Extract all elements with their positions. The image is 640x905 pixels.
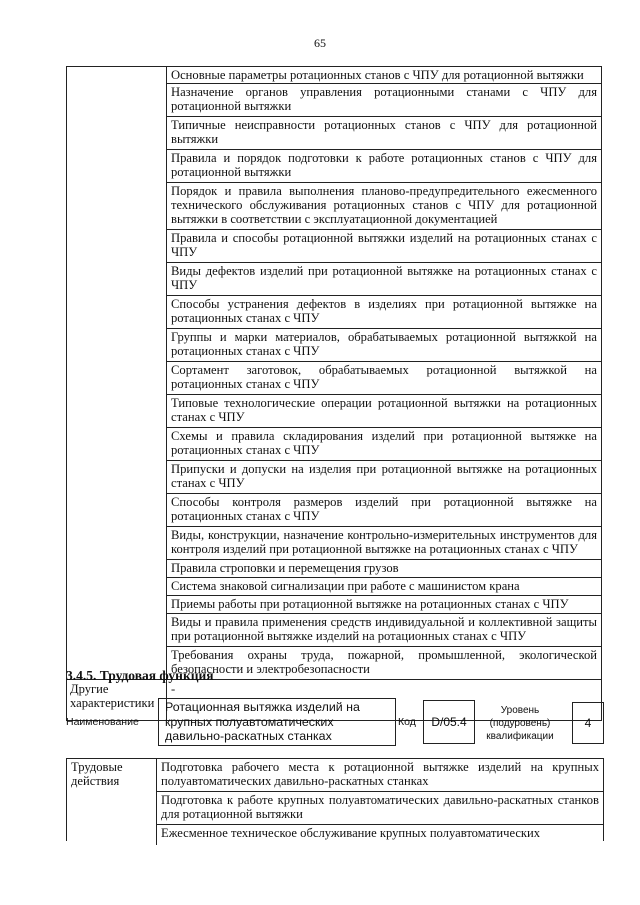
function-code-value: D/05.4 (423, 700, 475, 744)
function-name-value: Ротационная вытяжка изделий на крупных полуавтоматических давильно-раскатных станках (158, 698, 396, 746)
knowledge-row: Виды, конструкции, назначение контрольно-измерительных инструментов для контроля изделий при ротационной вытяжке на ротационных станах с ЧПУ (167, 527, 601, 560)
knowledge-row: Схемы и правила складирования изделий при ротационной вытяжке на ротационных станах с ЧПУ (167, 428, 601, 461)
labor-action-row: Подготовка к работе крупных полуавтоматических давильно-раскатных станков для ротационной вытяжки (157, 792, 603, 825)
knowledge-row: Основные параметры ротационных станов с ЧПУ для ротационной вытяжки (167, 67, 601, 84)
knowledge-table (66, 66, 602, 721)
knowledge-row: Типичные неисправности ротационных станов с ЧПУ для ротационной вытяжки (167, 117, 601, 150)
other-characteristics-label: Другие характеристики (67, 680, 167, 720)
labor-actions-label: Трудовые действия (67, 759, 157, 845)
knowledge-row: Приемы работы при ротационной вытяжке на ротационных станах с ЧПУ (167, 596, 601, 614)
knowledge-row: Правила строповки и перемещения грузов (167, 560, 601, 578)
knowledge-row: Правила и способы ротационной вытяжки изделий на ротационных станах с ЧПУ (167, 230, 601, 263)
knowledge-row: Порядок и правила выполнения планово-предупредительного ежесменного технического обслуживания ротационных станов с ЧПУ для ротационной вытяжки в соответствии с эксплуатационной документацией (167, 183, 601, 230)
labor-function-header (66, 698, 602, 750)
qualification-level-label: Уровень (подуровень) квалификации (486, 705, 554, 742)
knowledge-row: Способы устранения дефектов в изделиях при ротационной вытяжке на ротационных станах с ЧПУ (167, 296, 601, 329)
other-characteristics-value: - (171, 682, 176, 696)
knowledge-rows (167, 67, 601, 679)
knowledge-row: Сортамент заготовок, обрабатываемых ротационной вытяжкой на ротационных станах с ЧПУ (167, 362, 601, 395)
knowledge-row: Система знаковой сигнализации при работе с машинистом крана (167, 578, 601, 596)
knowledge-row: Припуски и допуски на изделия при ротационной вытяжке на ротационных станах с ЧПУ (167, 461, 601, 494)
knowledge-row: Виды и правила применения средств индивидуальной и коллективной защиты при ротационной вытяжке изделий на ротационных станах с ЧПУ (167, 614, 601, 647)
labor-action-row: Подготовка рабочего места к ротационной вытяжке изделий на крупных полуавтоматических давильно-раскатных станках (157, 759, 603, 792)
function-code-label: Код (398, 716, 416, 728)
section-title: 3.4.5. Трудовая функция (66, 668, 214, 683)
labor-actions-rows (157, 759, 603, 845)
knowledge-row: Виды дефектов изделий при ротационной вытяжке на ротационных станах с ЧПУ (167, 263, 601, 296)
function-name-label: Наименование (66, 716, 139, 728)
knowledge-row: Способы контроля размеров изделий при ротационной вытяжке на ротационных станах с ЧПУ (167, 494, 601, 527)
knowledge-row: Назначение органов управления ротационными станами с ЧПУ для ротационной вытяжки (167, 84, 601, 117)
knowledge-row: Требования охраны труда, пожарной, промышленной, экологической безопасности и электробезопасности (171, 648, 597, 676)
labor-action-row: Ежесменное техническое обслуживание крупных полуавтоматических (161, 826, 541, 840)
knowledge-row: Группы и марки материалов, обрабатываемых ротационной вытяжкой на ротационных станах с ЧПУ (167, 329, 601, 362)
qualification-level-value: 4 (572, 702, 604, 744)
page-number: 65 (314, 36, 326, 50)
knowledge-label-cell (67, 67, 167, 679)
knowledge-row: Типовые технологические операции ротационной вытяжки на ротационных станах с ЧПУ (167, 395, 601, 428)
labor-actions-table (66, 758, 604, 841)
knowledge-row: Правила и порядок подготовки к работе ротационных станов с ЧПУ для ротационной вытяжки (167, 150, 601, 183)
